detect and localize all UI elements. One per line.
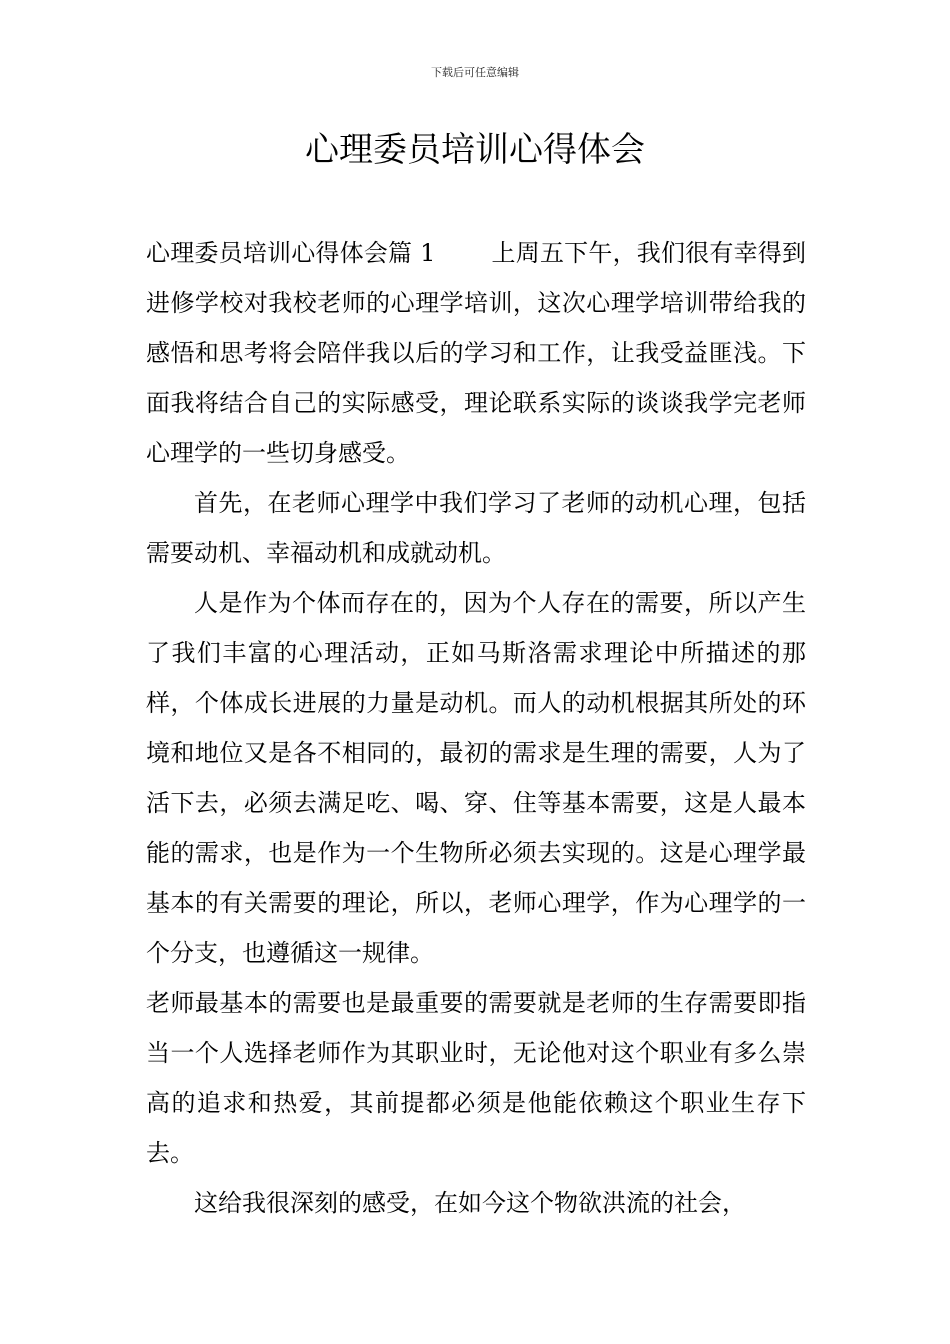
paragraph-4: 老师最基本的需要也是最重要的需要就是老师的生存需要即指当一个人选择老师作为其职业时，无论他对这个职业有多么崇高的追求和热爱，其前提都必须是他能依赖这个职业生存下去。 [146,989,806,1167]
paragraph-2: 首先，在老师心理学中我们学习了老师的动机心理，包括需要动机、幸福动机和成就动机。 [146,489,806,567]
section-label: 心理委员培训心得体会篇 1 [146,239,436,267]
document-title: 心理委员培训心得体会 [305,130,645,170]
document-body [146,228,806,1228]
paragraph-5: 这给我很深刻的感受，在如今这个物欲洪流的社会， [194,1189,746,1217]
paragraph-1-text: 上周五下午，我们很有幸得到进修学校对我校老师的心理学培训，这次心理学培训带给我的感悟和思考将会陪伴我以后的学习和工作，让我受益匪浅。下面我将结合自己的实际感受，理论联系实际的谈谈我学完老师心理学的一些切身感受。 [146,239,806,467]
header-note: 下载后可任意编辑 [431,66,519,79]
paragraph-3: 人是作为个体而存在的，因为个人存在的需要，所以产生了我们丰富的心理活动，正如马斯洛需求理论中所描述的那样，个体成长进展的力量是动机。而人的动机根据其所处的环境和地位又是各不相同的，最初的需求是生理的需要，人为了活下去，必须去满足吃、喝、穿、住等基本需要，这是人最本能的需求，也是作为一个生物所必须去实现的。这是心理学最基本的有关需要的理论，所以，老师心理学，作为心理学的一个分支，也遵循这一规律。 [146,589,806,967]
paragraph-intro [146,228,806,478]
